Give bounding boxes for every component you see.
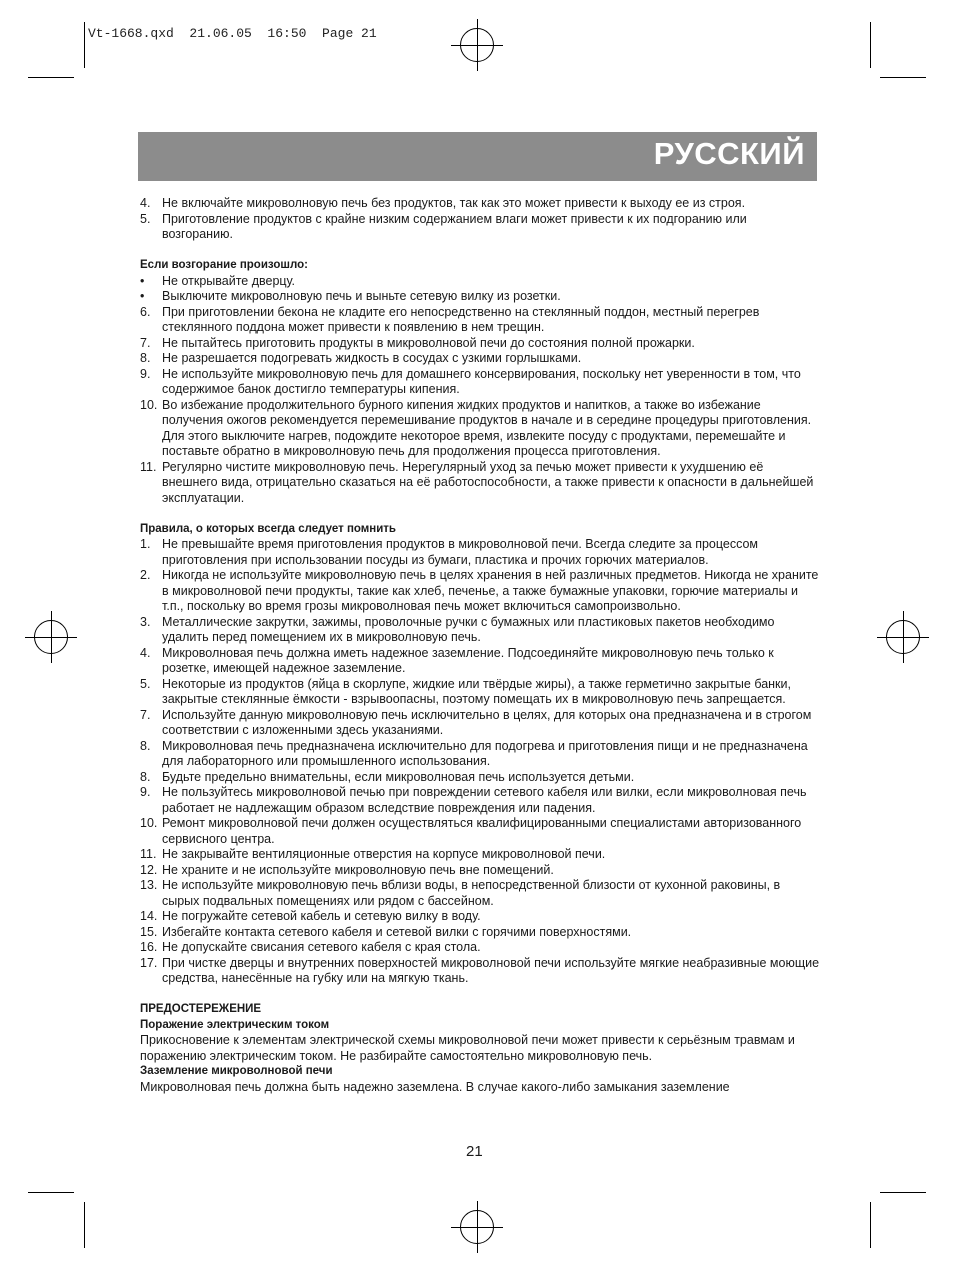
registration-mark-icon: [886, 620, 920, 654]
registration-mark-icon: [34, 620, 68, 654]
list-item: 10. Ремонт микроволновой печи должен осуществляться квалифицированными специалистами авторизованного сервисного центра.: [140, 816, 802, 846]
list-item: • Не открывайте дверцу.: [140, 273, 296, 288]
crop-mark: [28, 1192, 74, 1193]
crop-mark: [84, 1202, 85, 1248]
crop-mark: [880, 1192, 926, 1193]
list-item: 16. Не допускайте свисания сетевого кабеля с края стола.: [140, 940, 481, 954]
rules-list: [140, 537, 820, 987]
list-item: 1. Не превышайте время приготовления продуктов в микроволновой печи. Всегда следите за процессом приготовления при использовании посуды из бумаги, пластика и прочих горючих материалов.: [140, 537, 759, 567]
list-item: 8. Не разрешается подогревать жидкость в сосудах с узкими горлышками.: [140, 351, 582, 365]
list-item: 13. Не используйте микроволновую печь вблизи воды, в непосредственной близости от кухонной раковины, в сырых подвальных помещениях или рядом с бассейном.: [140, 878, 781, 908]
crop-mark: [870, 1202, 871, 1248]
list-item: 14. Не погружайте сетевой кабель и сетевую вилку в воду.: [140, 909, 481, 923]
list-item: 5. Приготовление продуктов с крайне низким содержанием влаги может привести к их подгоранию или возгоранию.: [140, 211, 747, 241]
print-slug: Vt-1668.qxd 21.06.05 16:50 Page 21: [88, 26, 377, 41]
list-item: 3. Металлические закрутки, зажимы, проволочные ручки с бумажных или пластиковых пакетов необходимо удалить перед помещением их в микроволновую печь.: [140, 614, 775, 644]
list-item: 4. Не включайте микроволновую печь без продуктов, так как это может привести к выходу ее из строя.: [140, 196, 746, 210]
warning-heading: ПРЕДОСТЕРЕЖЕНИЕ: [140, 1003, 262, 1015]
crop-mark: [880, 77, 926, 78]
banner-title: РУССКИЙ: [653, 136, 805, 171]
list-item: 12. Не храните и не используйте микроволновую печь вне помещений.: [140, 862, 554, 877]
registration-mark-icon: [460, 28, 494, 62]
list-item: 15. Избегайте контакта сетевого кабеля и сетевой вилки с горячими поверхностями.: [140, 924, 632, 939]
section-heading-rules: Правила, о которых всегда следует помнить: [140, 522, 396, 535]
list-item: 11. Не закрывайте вентиляционные отверстия на корпусе микроволновой печи.: [140, 847, 606, 861]
intro-list: [140, 196, 820, 243]
page-content: [140, 196, 820, 1095]
list-item: 7. Не пытайтесь приготовить продукты в микроволновой печи до состояния полной прожарки.: [140, 335, 695, 350]
list-item: 4. Микроволновая печь должна иметь надежное заземление. Подсоединяйте микроволновую печь только к розетке, имеющей надежное заземление.: [140, 645, 774, 675]
list-item: • Выключите микроволновую печь и выньте сетевую вилку из розетки.: [140, 289, 561, 303]
list-item: 9. Не используйте микроволновую печь для домашнего консервирования, поскольку нет уверенности в том, что содержимое банок достигло температуры кипения.: [140, 366, 801, 396]
shock-heading: Поражение электрическим током: [140, 1018, 330, 1031]
list-item: 17. При чистке дверцы и внутренних поверхностей микроволновой печи используйте мягкие неабразивные моющие средства, нанесённые на губку или на мягкую ткань.: [140, 955, 820, 985]
registration-mark-icon: [460, 1210, 494, 1244]
list-item: 6. При приготовлении бекона не кладите его непосредственно на стеклянный поддон, местный перегрев стеклянного поддона может привести к появлению в нем трещин.: [140, 304, 760, 334]
section-heading-fire: Если возгорание произошло:: [140, 259, 308, 271]
shock-text: Прикосновение к элементам электрической схемы микроволновой печи может привести к серьёзным травмам и поражению электрическим током. Не разбирайте самостоятельно микроволновую печь.: [140, 1033, 795, 1063]
crop-mark: [84, 22, 85, 68]
fire-list: [140, 274, 820, 507]
crop-mark: [870, 22, 871, 68]
ground-heading: Заземление микроволновой печи: [140, 1065, 333, 1077]
list-item: 11. Регулярно чистите микроволновую печь. Нерегулярный уход за печью может привести к ухудшению её внешнего вида, отрицательно сказаться на её работоспособности, а также привести к опасности в дальнейшей эксплуатации.: [140, 459, 814, 505]
list-item: 5. Некоторые из продуктов (яйца в скорлупе, жидкие или твёрдые жиры), а также герметично закрытые банки, закрытые стеклянные ёмкости - взрывоопасны, поэтому помещать их в микроволновую печь запрещается.: [140, 676, 791, 706]
list-item: 8. Будьте предельно внимательны, если микроволновая печь используется детьми.: [140, 769, 635, 784]
list-item: 8. Микроволновая печь предназначена исключительно для подогрева и приготовления пищи и не предназначена для лабораторного или промышленного использования.: [140, 738, 808, 768]
language-banner: [138, 132, 817, 181]
page-number: 21: [466, 1143, 483, 1160]
list-item: 10. Во избежание продолжительного бурного кипения жидких продуктов и напитков, а также во избежание получения ожогов рекомендуется перемешивание продуктов в начале и в середине процедуры приготовления. Для этого выключите нагрев, подождите некоторое время, извлеките посуду с продуктами, перемешайте и поставьте обратно в микроволновую печь для продолжения процесса приготовления.: [140, 397, 812, 458]
list-item: 2. Никогда не используйте микроволновую печь в целях хранения в ней различных предметов. Никогда не храните в микроволновой печи продукты, такие как хлеб, печенье, а также бумажные упаковки, горючие материалы и т.п., поскольку во время грозы микроволновая печь может включиться самопроизвольно.: [140, 568, 819, 613]
list-item: 7. Используйте данную микроволновую печь исключительно в целях, для которых она предназначена и в строгом соответствии с изложенными здесь указаниями.: [140, 707, 812, 737]
crop-mark: [28, 77, 74, 78]
list-item: 9. Не пользуйтесь микроволновой печью при повреждении сетевого кабеля или вилки, если микроволновая печь работает не надлежащим образом вследствие повреждения или падения.: [140, 785, 807, 815]
ground-text: Микроволновая печь должна быть надежно заземлена. В случае какого-либо замыкания заземление: [140, 1079, 730, 1094]
